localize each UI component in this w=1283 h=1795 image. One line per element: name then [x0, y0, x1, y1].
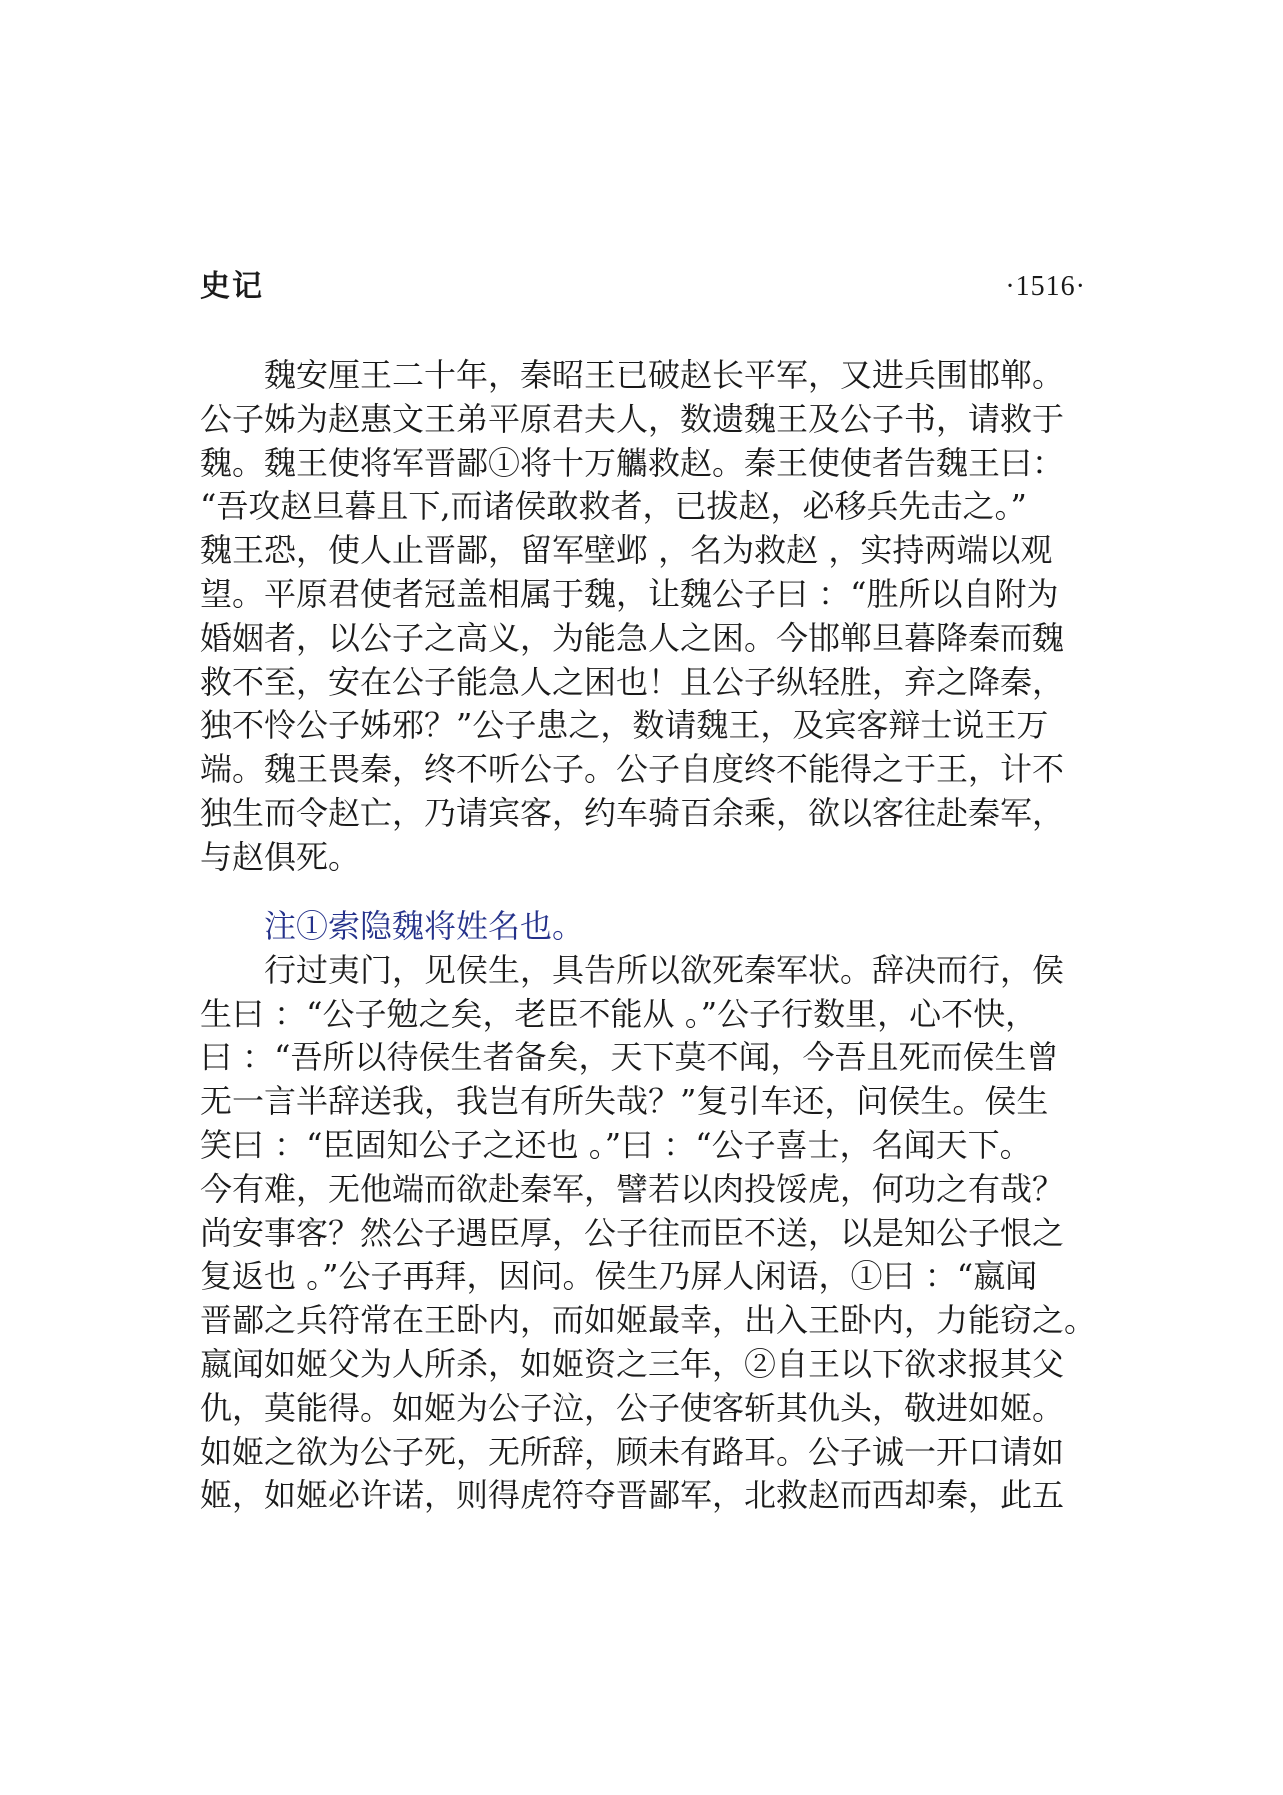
paragraph-line: 独生而令赵亡，乃请宾客，约车骑百余乘，欲以客往赴秦军，	[200, 793, 1065, 832]
paragraph-line: 尚安事客？然公子遇臣厚，公子往而臣不送，以是知公子恨之	[200, 1213, 1065, 1252]
footnote-text: 注①索隐魏将姓名也。	[200, 907, 585, 945]
footnote	[200, 905, 1086, 949]
paragraph-line: 复返也 。”公子再拜，因问。侯生乃屏人闲语，①曰 ：“嬴闻	[200, 1257, 1038, 1296]
page-number: ·1516·	[1005, 271, 1086, 302]
paragraph-line: 魏。魏王使将军晋鄙①将十万觿救赵。秦王使使者告魏王曰：	[200, 443, 1065, 482]
paragraph-line: 晋鄙之兵符常在王卧内，而如姬最幸，出入王卧内，力能窃之。	[200, 1301, 1097, 1340]
paragraph-line: 魏安厘王二十年，秦昭王已破赵长平军，又进兵围邯郸。	[200, 356, 1065, 394]
book-title: 史记	[200, 269, 264, 304]
paragraph-1	[200, 354, 1086, 880]
paragraph-line: 救不至，安在公子能急人之困也！且公子纵轻胜，弃之降秦，	[200, 662, 1065, 701]
paragraph-line: 公子姊为赵惠文王弟平原君夫人，数遗魏王及公子书，请救于	[200, 399, 1065, 438]
paragraph-line: 姬，如姬必许诺，则得虎符夺晋鄙军，北救赵而西却秦，此五	[200, 1476, 1065, 1515]
paragraph-line: 曰 ：“吾所以待侯生者备矣，天下莫不闻，今吾且死而侯生曾	[200, 1038, 1059, 1077]
paragraph-line: 独不怜公子姊邪？”公子患之，数请魏王，及宾客辩士说王万	[200, 706, 1049, 745]
page-header	[200, 265, 1086, 309]
paragraph-line: 嬴闻如姬父为人所杀，如姬资之三年，②自王以下欲求报其父	[200, 1344, 1065, 1383]
paragraph-line: 生曰 ：“公子勉之矣，老臣不能从 。”公子行数里，心不快，	[200, 994, 1038, 1033]
paragraph-line: “吾攻赵旦暮且下,而诸侯敢救者，已拔赵，必移兵先击之。”	[200, 487, 1027, 526]
paragraph-2	[200, 949, 1097, 1518]
paragraph-line: 今有难，无他端而欲赴秦军，譬若以肉投馁虎，何功之有哉？	[200, 1169, 1065, 1208]
paragraph-line: 望。平原君使者冠盖相属于魏，让魏公子曰 ：“胜所以自附为	[200, 574, 1059, 613]
paragraph-line: 无一言半辞送我，我岂有所失哉？”复引车还，问侯生。侯生	[200, 1082, 1049, 1121]
paragraph-line: 笑曰 ：“臣固知公子之还也 。”曰 ：“公子喜士，名闻天下。	[200, 1125, 1032, 1164]
paragraph-line: 魏王恐，使人止晋鄙，留军壁邺 ，名为救赵 ，实持两端以观	[200, 531, 1053, 570]
paragraph-line: 行过夷门，见侯生，具告所以欲死秦军状。辞决而行，侯	[200, 950, 1065, 989]
paragraph-line: 婚姻者，以公子之高义，为能急人之困。今邯郸旦暮降秦而魏	[200, 618, 1065, 657]
paragraph-line: 端。魏王畏秦，终不听公子。公子自度终不能得之于王，计不	[200, 750, 1065, 789]
paragraph-line: 如姬之欲为公子死，无所辞，顾未有路耳。公子诚一开口请如	[200, 1432, 1065, 1471]
paragraph-line: 仇，莫能得。如姬为公子泣，公子使客斩其仇头，敬进如姬。	[200, 1388, 1065, 1427]
paragraph-line: 与赵俱死。	[200, 837, 361, 876]
